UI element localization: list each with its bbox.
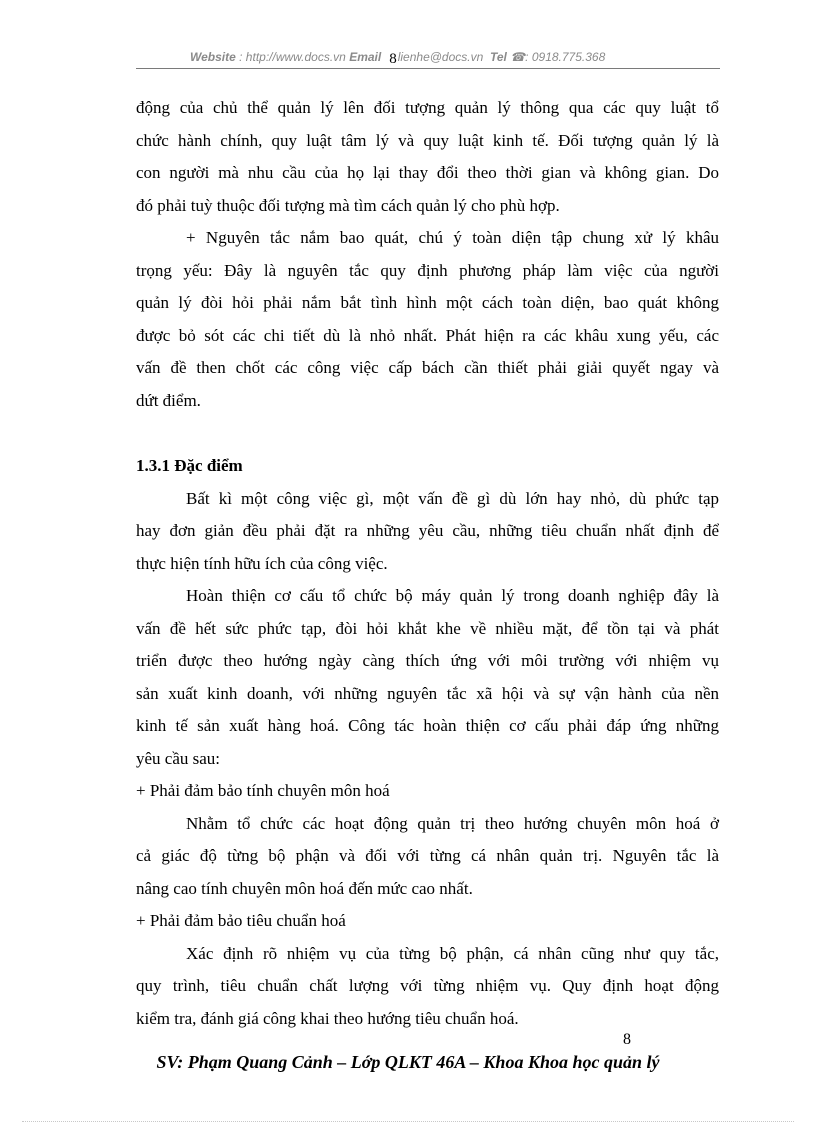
document-body: [136, 92, 719, 1035]
email-address[interactable]: lienhe@docs.vn: [397, 50, 484, 64]
paragraph-line: chức hành chính, quy luật tâm lý và quy luật kinh tế. Đối tượng quản lý là: [136, 130, 719, 150]
paragraph-line: được bỏ sót các chi tiết dù là nhỏ nhất. Phát hiện ra các khâu xung yếu, các: [136, 325, 719, 345]
website-label: Website: [190, 50, 236, 64]
tel-label: Tel: [489, 50, 507, 64]
paragraph-line: cả giác độ từng bộ phận và đối với từng cá nhân quản trị. Nguyên tắc là: [136, 846, 719, 865]
page-bottom-divider: [22, 1121, 794, 1122]
paragraph-line: vấn đề hết sức phức tạp, đòi hỏi khắt khe về nhiều mặt, để tồn tại và phát: [136, 618, 719, 638]
phone-icon: ☎: [510, 50, 526, 64]
paragraph-line: Hoàn thiện cơ cấu tổ chức bộ máy quản lý trong doanh nghiệp đây là: [186, 586, 719, 605]
page-number: 8: [623, 1031, 631, 1048]
paragraph-line: quy trình, tiêu chuẩn chất lượng với từng nhiệm vụ. Quy định hoạt động: [136, 976, 719, 995]
paragraph-line: vấn đề then chốt các công việc cấp bách cần thiết phải giải quyết ngay và: [136, 358, 719, 377]
website-url[interactable]: : http://www.docs.vn: [239, 50, 346, 64]
paragraph-line: hay đơn giản đều phải đặt ra những yêu cầu, những tiêu chuẩn nhất định để: [136, 521, 719, 540]
paragraph-line: kinh tế sản xuất hàng hoá. Công tác hoàn thiện cơ cấu phải đáp ứng những: [136, 716, 719, 735]
paragraph-line: Xác định rõ nhiệm vụ của từng bộ phận, cá nhân cũng như quy tắc,: [186, 943, 719, 963]
paragraph-line: con người mà nhu cầu của họ lại thay đổi theo thời gian và không gian. Do: [136, 163, 719, 182]
email-label: Email: [349, 50, 382, 64]
paragraph-line: kiểm tra, đánh giá công khai theo hướng tiêu chuẩn hoá.: [136, 1008, 519, 1028]
paragraph-line: trọng yếu: Đây là nguyên tắc quy định phương pháp làm việc của người: [136, 260, 719, 280]
paragraph-line: + Nguyên tắc nắm bao quát, chú ý toàn diện tập chung xử lý khâu: [186, 228, 719, 247]
header-page-marker: 8: [389, 51, 397, 67]
header-contact: [190, 49, 605, 66]
paragraph-line: Nhằm tổ chức các hoạt động quản trị theo hướng chuyên môn hoá ở: [186, 813, 719, 833]
paragraph-line: yêu cầu sau:: [136, 748, 221, 768]
paragraph-line: Bất kì một công việc gì, một vấn đề gì dù lớn hay nhỏ, dù phức tạp: [186, 488, 719, 508]
list-item: + Phải đảm bảo tính chuyên môn hoá: [136, 781, 390, 800]
paragraph-line: đó phải tuỳ thuộc đối tượng mà tìm cách quản lý cho phù hợp.: [136, 195, 560, 215]
page-footer: SV: Phạm Quang Cảnh – Lớp QLKT 46A – Khoa Khoa học quản lý: [156, 1052, 660, 1072]
paragraph-line: thực hiện tính hữu ích của công việc.: [136, 553, 388, 573]
page-header: [136, 46, 720, 69]
paragraph-line: sản xuất kinh doanh, với những nguyên tắc xã hội và sự vận hành của nền: [136, 683, 719, 703]
paragraph-line: nâng cao tính chuyên môn hoá đến mức cao nhất.: [136, 878, 473, 898]
section-heading: 1.3.1 Đặc điểm: [136, 456, 243, 475]
paragraph-line: dứt điểm.: [136, 390, 201, 410]
paragraph-line: triển được theo hướng ngày càng thích ứng với môi trường với nhiệm vụ: [136, 651, 719, 670]
paragraph-line: quản lý đòi hỏi phải nắm bắt tình hình một cách toàn diện, bao quát không: [136, 293, 719, 312]
tel-number: : 0918.775.368: [525, 50, 606, 64]
paragraph-line: động của chủ thể quản lý lên đối tượng quản lý thông qua các quy luật tổ: [136, 98, 719, 117]
list-item: + Phải đảm bảo tiêu chuẩn hoá: [136, 911, 346, 930]
